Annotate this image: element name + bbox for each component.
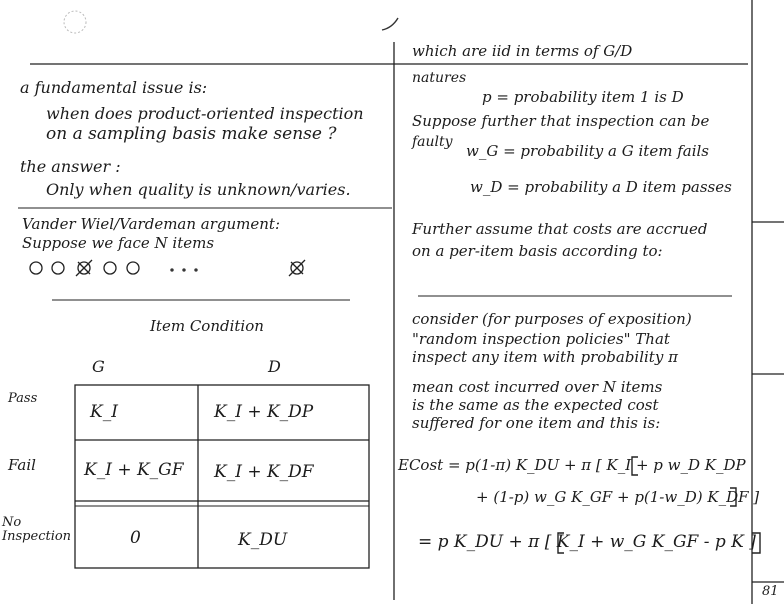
right-line-5b: w_G = probability a G item fails bbox=[466, 142, 709, 160]
page-number: 81 bbox=[762, 584, 779, 599]
left-line-4: the answer : bbox=[20, 157, 121, 176]
right-line-11: inspect any item with probability π bbox=[412, 348, 678, 366]
right-line-6: w_D = probability a D item passes bbox=[470, 178, 732, 196]
column-header-d: D bbox=[268, 357, 281, 376]
right-line-14: suffered for one item and this is: bbox=[412, 414, 661, 432]
left-line-2: when does product-oriented inspection bbox=[46, 104, 364, 123]
right-line-10: "random inspection policies" That bbox=[412, 330, 670, 348]
right-line-13: is the same as the expected cost bbox=[412, 396, 659, 414]
row-label-no-inspection: No Inspection bbox=[2, 515, 72, 544]
table-title: Item Condition bbox=[150, 317, 264, 335]
cell-pass-g: K_I bbox=[90, 402, 118, 422]
right-line-4: Suppose further that inspection can be bbox=[412, 112, 710, 130]
left-line-7: Suppose we face N items bbox=[22, 234, 215, 252]
item-circles bbox=[30, 260, 305, 276]
right-line-12: mean cost incurred over N items bbox=[412, 378, 663, 396]
cell-none-d: K_DU bbox=[238, 530, 288, 550]
right-line-1: which are iid in terms of G/D bbox=[412, 42, 633, 60]
cell-pass-d: K_I + K_DP bbox=[214, 402, 314, 422]
row-label-pass: Pass bbox=[8, 391, 38, 406]
right-line-7: Further assume that costs are accrued bbox=[412, 220, 708, 238]
cell-none-g: 0 bbox=[130, 528, 141, 548]
row-label-fail: Fail bbox=[8, 456, 36, 474]
cell-fail-g: K_I + K_GF bbox=[84, 460, 184, 480]
cell-fail-d: K_I + K_DF bbox=[214, 462, 314, 482]
right-line-5a: faulty bbox=[412, 134, 453, 150]
right-line-3: p = probability item 1 is D bbox=[482, 88, 684, 106]
left-line-3: on a sampling basis make sense ? bbox=[46, 124, 337, 144]
right-line-2: natures bbox=[412, 70, 467, 86]
margin-circle-mark bbox=[64, 11, 86, 33]
equation-line-1: ECost = p(1-π) K_DU + π [ K_I + p w_D K_DP bbox=[398, 456, 746, 474]
top-pen-mark bbox=[382, 18, 398, 30]
equation-line-2: + (1-p) w_G K_GF + p(1-w_D) K_DF ] bbox=[476, 488, 760, 506]
equation-line-3: = p K_DU + π [ K_I + w_G K_GF - p K ] bbox=[418, 532, 756, 552]
left-line-1: a fundamental issue is: bbox=[20, 78, 208, 97]
column-header-g: G bbox=[92, 357, 105, 376]
left-line-6: Vander Wiel/Vardeman argument: bbox=[22, 215, 281, 233]
left-line-5: Only when quality is unknown/varies. bbox=[46, 180, 351, 199]
right-line-9: consider (for purposes of exposition) bbox=[412, 310, 692, 328]
right-line-8: on a per-item basis according to: bbox=[412, 242, 663, 260]
